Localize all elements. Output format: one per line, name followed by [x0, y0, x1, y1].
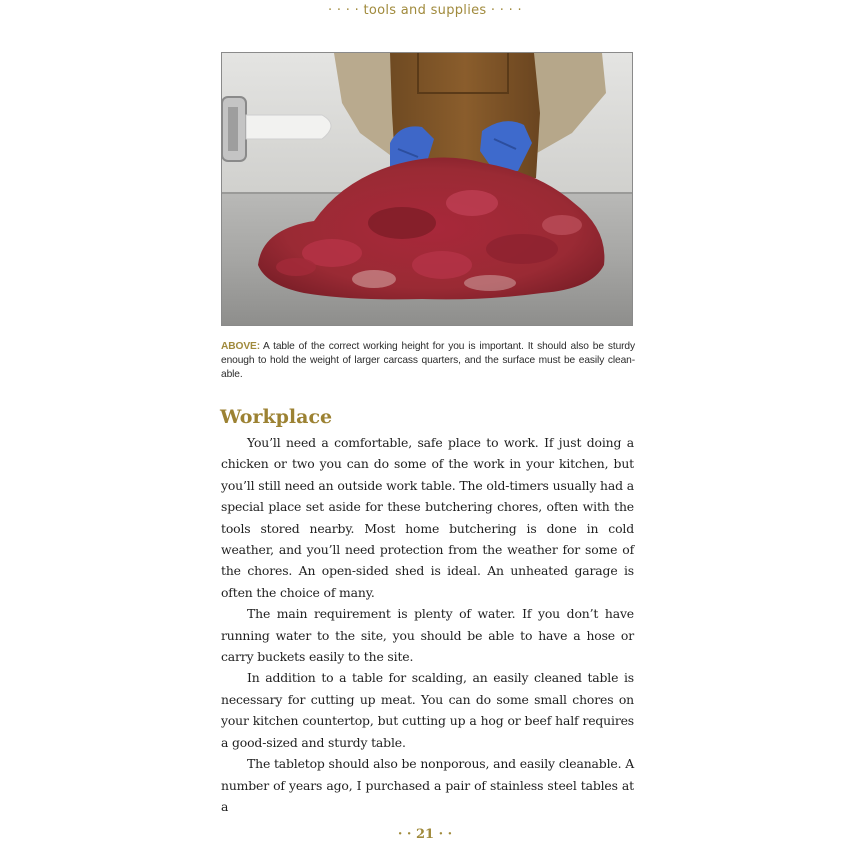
photo-caption	[221, 340, 635, 382]
meat-photo-illustration	[222, 53, 632, 325]
page-number: · · 21 · ·	[397, 827, 453, 842]
caption-text: A table of the correct working height for you is important. It should also be sturdy enough to hold the weight of larger carcass quarters, and the surface must be easily clean-able.	[221, 341, 635, 380]
paragraph: The tabletop should also be nonporous, and easily cleanable. A number of years ago, I purchased a pair of stainless steel tables at a	[221, 756, 634, 814]
caption-lead: ABOVE:	[221, 341, 261, 352]
paragraph: You’ll need a comfortable, safe place to work. If just doing a chicken or two you can do some of the work in your kitchen, but you’ll still need an outside work table. The old-timers usually had a special place set aside for these butchering chores, often with the tools stored nearby. Most home butchering is done in cold weather, and you’ll need protection from the weather for some of the chores. An open-sided shed is ideal. An unheated garage is often the choice of many.	[221, 435, 634, 600]
photo-meat-on-table	[221, 52, 633, 326]
section-heading: Workplace	[220, 406, 333, 428]
running-head: · · · · tools and supplies · · · ·	[328, 3, 522, 18]
paragraph: In addition to a table for scalding, an easily cleaned table is necessary for cutting up meat. You can do some small chores on your kitchen countertop, but cutting up a hog or beef half requires a good-sized and sturdy table.	[221, 670, 634, 750]
paragraph: The main requirement is plenty of water. If you don’t have running water to the site, you should be able to have a hose or carry buckets easily to the site.	[221, 606, 634, 665]
body-text	[221, 432, 634, 817]
